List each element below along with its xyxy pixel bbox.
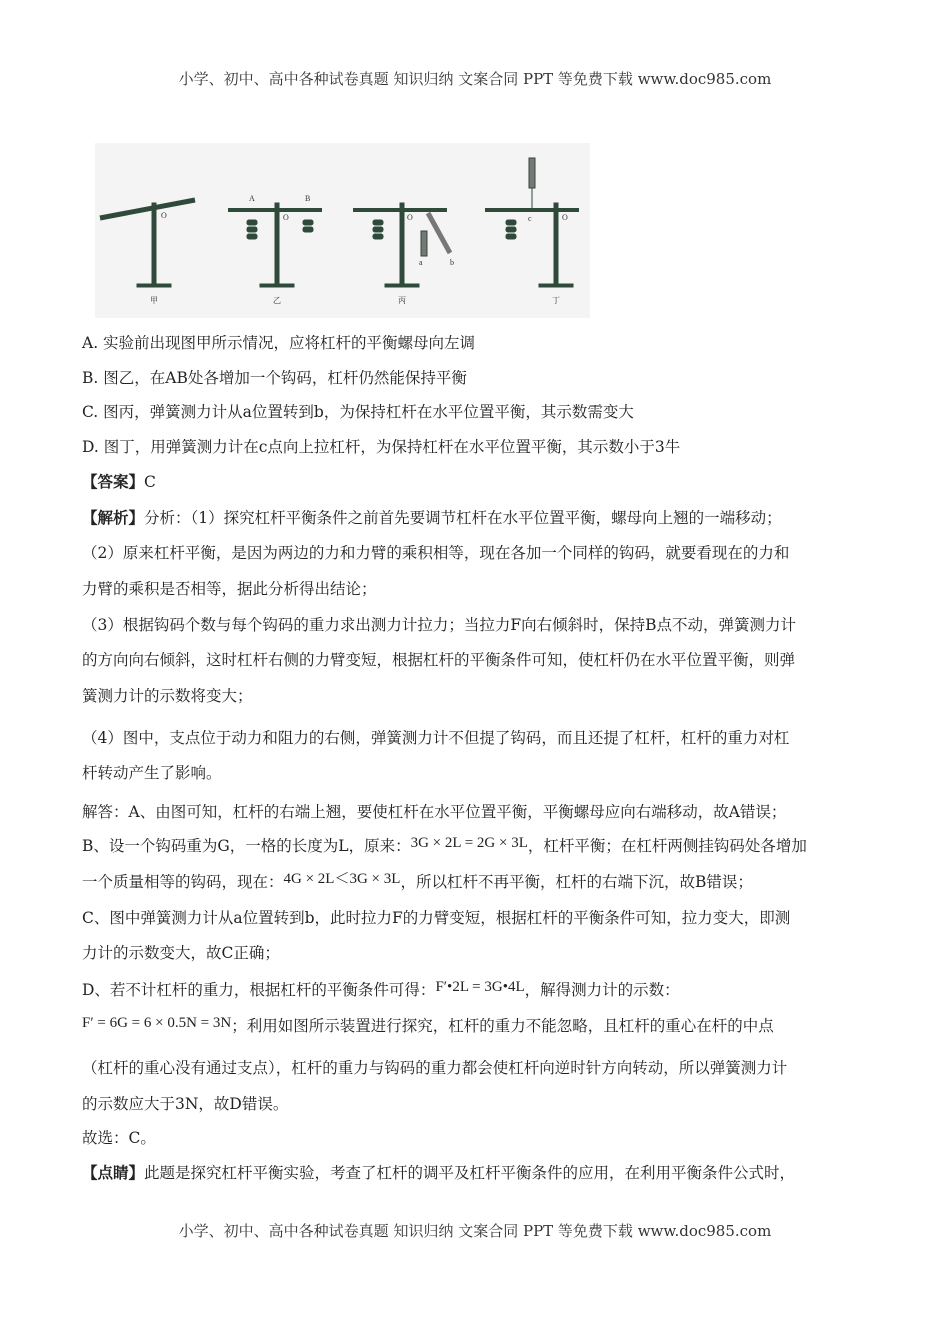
label-o: O — [161, 211, 167, 220]
label-b-point: B — [305, 194, 311, 203]
solution-a: 解答：A、由图可知，杠杆的右端上翘，要使杠杆在水平位置平衡，平衡螺母应向右端移动，故A错误； — [82, 803, 787, 821]
analysis-line: 簧测力计的示数将变大； — [82, 687, 253, 705]
lever-experiment-figure — [95, 143, 590, 318]
solution-d-line4: 的示数应大于3N，故D错误。 — [82, 1095, 289, 1113]
label-c: c — [528, 214, 532, 223]
solution-d-line3: （杠杆的重心没有通过支点），杠杆的重力与钩码的重力都会使杠杆向逆时针方向转动，所以弹簧测力计 — [82, 1059, 788, 1077]
text: ，解得测力计的示数： — [524, 981, 680, 999]
solution-c-line2: 力计的示数变大，故C正确； — [82, 944, 280, 962]
caption-ding: 丁 — [552, 296, 560, 305]
label-b-position: b — [450, 258, 454, 267]
formula: 3G × 2L = 2G × 3L — [410, 835, 528, 851]
answer — [82, 472, 156, 492]
solution-b-line2 — [82, 872, 753, 893]
solution-d-line2 — [82, 1016, 774, 1037]
analysis-line: 的方向向右倾斜，这时杠杆右侧的力臂变短，根据杠杆的平衡条件可知，使杠杆仍在水平位置平衡，则弹 — [82, 651, 796, 669]
comment-tag: 【点睛】 — [82, 1163, 145, 1182]
text: ；利用如图所示装置进行探究，杠杆的重力不能忽略，且杠杆的重心在杆的中点 — [231, 1017, 774, 1035]
page-header: 小学、初中、高中各种试卷真题 知识归纳 文案合同 PPT 等免费下载 www.doc985.com — [178, 70, 772, 88]
solution-d-line1 — [82, 980, 680, 1001]
text: D、若不计杠杆的重力，根据杠杆的平衡条件可得： — [82, 981, 436, 999]
formula: F′•2L = 3G•4L — [435, 979, 525, 995]
label-a-point: A — [249, 194, 255, 203]
caption-jia: 甲 — [150, 296, 158, 305]
formula: 4G × 2L＜3G × 3L — [283, 871, 401, 887]
analysis-tag: 【解析】 — [82, 508, 145, 527]
answer-value: C — [144, 473, 156, 491]
caption-yi: 乙 — [273, 296, 281, 305]
label-o: O — [283, 213, 289, 222]
comment — [82, 1163, 795, 1183]
final-choice: 故选：C。 — [82, 1129, 156, 1147]
answer-tag: 【答案】 — [82, 472, 145, 491]
option-c: C. 图丙，弹簧测力计从a位置转到b，为保持杠杆在水平位置平衡，其示数需变大 — [82, 403, 634, 421]
formula: F′ = 6G = 6 × 0.5N = 3N — [82, 1015, 232, 1031]
text: ，杠杆平衡；在杠杆两侧挂钩码处各增加 — [527, 837, 807, 855]
analysis-line: （3）根据钩码个数与每个钩码的重力求出测力计拉力；当拉力F向右倾斜时，保持B点不动，弹簧测力计 — [82, 616, 797, 634]
option-d: D. 图丁，用弹簧测力计在c点向上拉杠杆，为保持杠杆在水平位置平衡，其示数小于3牛 — [82, 438, 681, 456]
solution-b-line1 — [82, 836, 807, 857]
page-footer: 小学、初中、高中各种试卷真题 知识归纳 文案合同 PPT 等免费下载 www.doc985.com — [178, 1222, 772, 1240]
text: 一个质量相等的钩码，现在： — [82, 873, 284, 891]
analysis-line: （2）原来杠杆平衡，是因为两边的力和力臂的乘积相等，现在各加一个同样的钩码，就要看现在的力和 — [82, 544, 790, 562]
analysis-line: （4）图中，支点位于动力和阻力的右侧，弹簧测力计不但提了钩码，而且还提了杠杆，杠杆的重力对杠 — [82, 729, 790, 747]
text: B、设一个钩码重为G，一格的长度为L，原来： — [82, 837, 411, 855]
text: ，所以杠杆不再平衡，杠杆的右端下沉，故B错误； — [400, 873, 753, 891]
comment-text: 此题是探究杠杆平衡实验，考查了杠杆的调平及杠杆平衡条件的应用，在利用平衡条件公式时， — [144, 1164, 796, 1182]
option-b: B. 图乙，在AB处各增加一个钩码，杠杆仍然能保持平衡 — [82, 369, 467, 387]
label-o: O — [562, 213, 568, 222]
analysis-text: 分析：（1）探究杠杆平衡条件之前首先要调节杠杆在水平位置平衡，螺母向上翘的一端移动； — [144, 509, 782, 527]
label-o: O — [407, 213, 413, 222]
analysis-line: 杆转动产生了影响。 — [82, 764, 222, 782]
solution-c-line1: C、图中弹簧测力计从a位置转到b，此时拉力F的力臂变短，根据杠杆的平衡条件可知，拉力变大，即测 — [82, 909, 791, 927]
label-a-position: a — [419, 258, 423, 267]
analysis-line: 力臂的乘积是否相等，据此分析得出结论； — [82, 580, 377, 598]
analysis-line — [82, 508, 782, 528]
option-a: A. 实验前出现图甲所示情况，应将杠杆的平衡螺母向左调 — [82, 334, 476, 352]
caption-bing: 丙 — [398, 296, 406, 305]
